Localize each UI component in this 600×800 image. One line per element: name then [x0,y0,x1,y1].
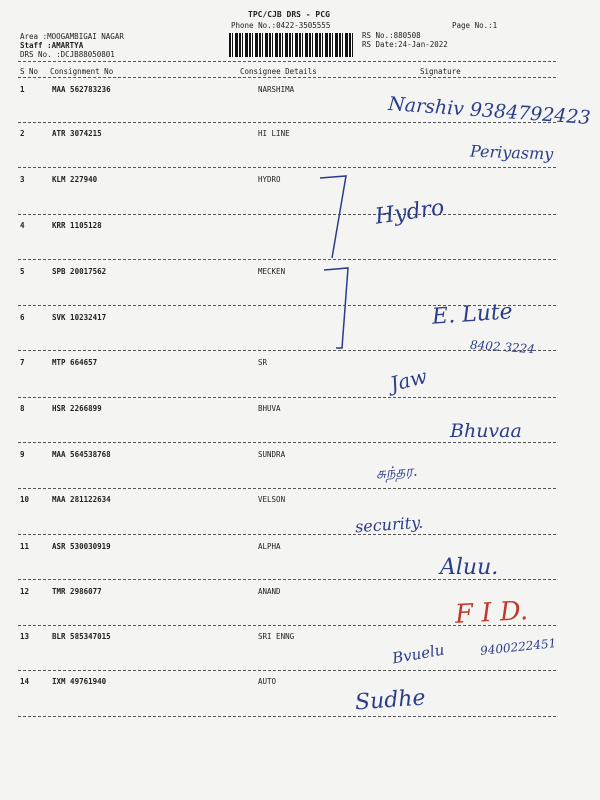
row-consignee: SR [258,358,268,367]
row-consignee: MECKEN [258,267,286,276]
header-divider [18,61,556,62]
row-consignment: KRR 1105128 [52,221,102,230]
signature-handwritten: security. [354,512,424,537]
phone-number: Phone No.:0422-3505555 [231,21,331,30]
row-sno: 12 [20,587,30,596]
row-divider [18,214,556,215]
signature-handwritten: E. Lute [431,299,514,330]
row-consignment: TMR 2986077 [52,587,102,596]
rs-date: RS Date:24-Jan-2022 [362,40,448,49]
row-consignment: KLM 227940 [52,175,98,184]
row-sno: 8 [20,404,25,413]
row-divider [18,167,556,168]
signature-handwritten: சுந்தர. [375,461,419,483]
row-consignee: ALPHA [258,542,281,551]
column-divider [18,77,556,78]
bracket-marks [318,170,368,360]
row-divider [18,716,556,717]
signature-handwritten: Hydro [373,195,446,230]
row-consignment: SVK 10232417 [52,313,107,322]
row-consignment: ASR 530030919 [52,542,111,551]
row-consignee: BHUVA [258,404,281,413]
signature-handwritten: Bhuvaa [450,420,522,442]
row-consignment: MAA 562783236 [52,85,111,94]
row-consignment: IXM 49761940 [52,677,107,686]
row-consignment: ATR 3074215 [52,129,102,138]
row-consignment: MAA 281122634 [52,495,111,504]
row-divider [18,488,556,489]
drs-number: DRS No. :DCJB88050801 [20,50,115,59]
row-sno: 10 [20,495,30,504]
rs-number: RS No.:880508 [362,31,421,40]
staff-label: Staff :AMARTYA [20,41,84,50]
signature-handwritten: Sudhe [354,685,427,716]
signature-handwritten: Periyasmy [469,141,554,164]
document-title: TPC/CJB DRS - PCG [248,10,330,19]
row-consignee: SUNDRA [258,450,286,459]
signature-handwritten: Jaw [387,363,430,397]
signature-handwritten: Aluu. [440,555,499,580]
signature-handwritten: Bvuelu [390,640,446,668]
row-sno: 6 [20,313,25,322]
signature-handwritten: F I D. [454,596,529,630]
row-divider [18,670,556,671]
row-divider [18,397,556,398]
column-signature: Signature [420,67,461,76]
row-consignment: MAA 564538768 [52,450,111,459]
row-consignee: AUTO [258,677,277,686]
row-divider [18,122,556,123]
row-sno: 7 [20,358,25,367]
row-consignment: MTP 664657 [52,358,98,367]
area-label: Area :MOOGAMBIGAI NAGAR [20,32,124,41]
column-consignment: Consignment No [50,67,114,76]
row-sno: 4 [20,221,25,230]
row-sno: 3 [20,175,25,184]
column-consignee: Consignee Details [240,67,317,76]
row-sno: 14 [20,677,30,686]
signature-phone: 9400222451 [479,636,557,658]
row-divider [18,442,556,443]
row-consignee: HI LINE [258,129,290,138]
page-number: Page No.:1 [452,21,498,30]
row-consignment: BLR 585347015 [52,632,111,641]
row-consignee: VELSON [258,495,286,504]
row-consignee: HYDRO [258,175,281,184]
row-divider [18,534,556,535]
row-consignment: SPB 20017562 [52,267,107,276]
row-sno: 5 [20,267,25,276]
row-sno: 2 [20,129,25,138]
signature-phone: 8402 3224 [469,337,536,357]
row-divider [18,259,556,260]
row-sno: 9 [20,450,25,459]
row-sno: 1 [20,85,25,94]
row-consignee: NARSHIMA [258,85,295,94]
signature-handwritten: Narshiv 9384792423 [387,92,592,130]
barcode-image [229,33,353,57]
row-sno: 13 [20,632,30,641]
row-consignee: SRI ENNG [258,632,295,641]
row-sno: 11 [20,542,30,551]
row-consignee: ANAND [258,587,281,596]
column-sno: S No [20,67,39,76]
row-consignment: HSR 2266899 [52,404,102,413]
